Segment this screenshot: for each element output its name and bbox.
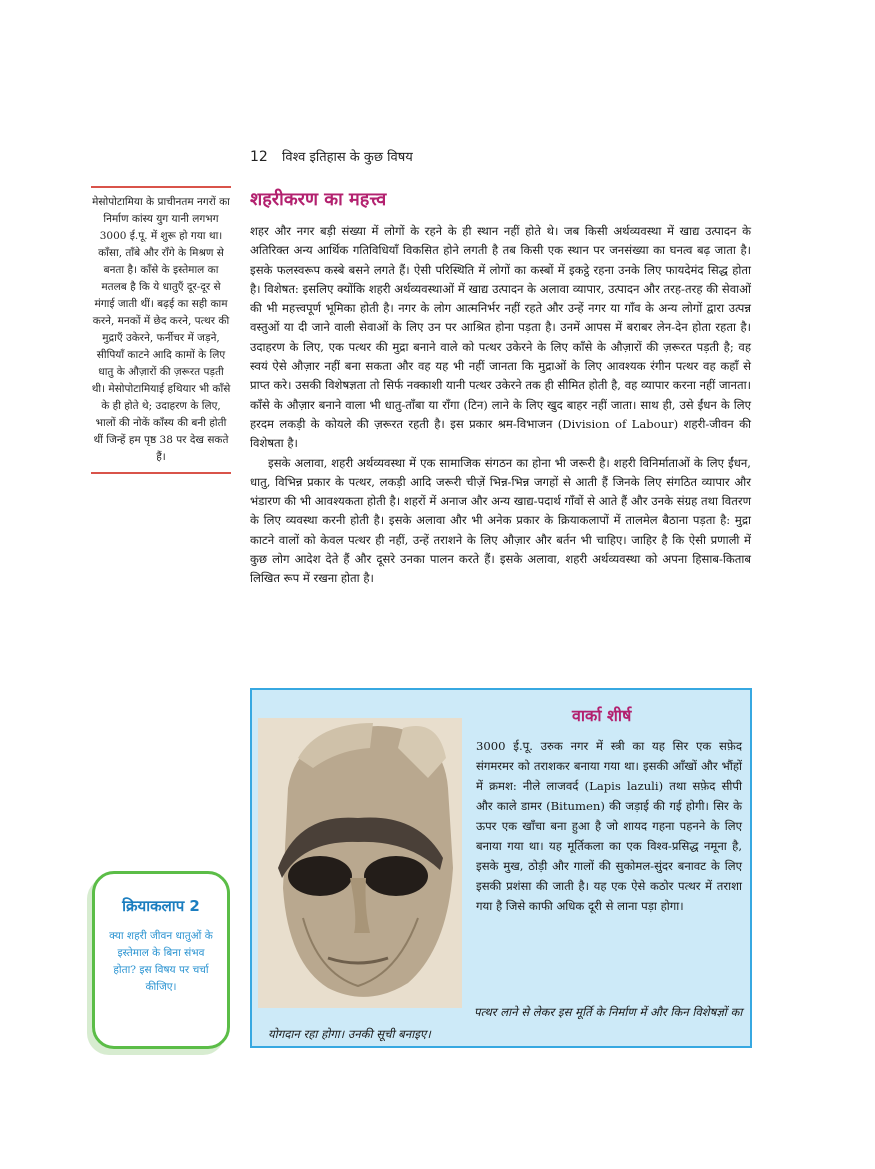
- warka-head-illustration: [258, 718, 462, 1008]
- page-number: 12: [250, 149, 268, 165]
- warka-head-box: [250, 688, 752, 1048]
- activity-text: क्या शहरी जीवन धातुओं के इस्तेमाल के बिना संभव होता? इस विषय पर चर्चा कीजिए।: [109, 930, 213, 993]
- book-title: विश्व इतिहास के कुछ विषय: [281, 150, 413, 165]
- warka-head-photo: [258, 718, 462, 1008]
- sidenote: मेसोपोटामिया के प्राचीनतम नगरों का निर्माण कांस्य युग यानी लगभग 3000 ई.पू. में शुरू हो गया था। काँसा, ताँबे और राँगे के मिश्रण से बनता है। काँसे के इस्तेमाल का मतलब है कि ये धातुएँ दूर-दूर से मंगाई जाती थीं। बढ़ई का सही काम करने, मनकों में छेद करने, पत्थर की मुद्राएँ उकेरने, फर्नीचर में जड़ने, सीपियाँ काटने आदि कामों के लिए धातु के औज़ारों की ज़रूरत पड़ती थी। मेसोपोटामियाई हथियार भी काँसे के ही होते थे; उदाहरण के लिए, भालों की नोकें काँस्य की बनी होती थीं जिन्हें हम पृष्ठ 38 पर देख सकते हैं।: [91, 186, 231, 474]
- paragraph-1: शहर और नगर बड़ी संख्या में लोगों के रहने के ही स्थान नहीं होते थे। जब किसी अर्थव्यवस्था में खाद्य उत्पादन के अतिरिक्त अन्य आर्थिक गतिविधियाँ विकसित होने लगती है तब किसी एक स्थान पर जनसंख्या का घनत्व बढ़ जाता है। इसके फलस्वरूप कस्बे बसने लगते हैं। ऐसी परिस्थिति में लोगों का कस्बों में इकट्ठे रहना उनके लिए फायदेमंद सिद्ध होता है। विशेषत: इसलिए क्योंकि शहरी अर्थव्यवस्थाओं में खाद्य उत्पादन के अलावा व्यापार, उत्पादन और तरह-तरह की सेवाओं की भी महत्त्वपूर्ण भूमिका होती है। नगर के लोग आत्मनिर्भर नहीं रहते और उन्हें नगर या गाँव के अन्य लोगों द्वारा उत्पन्न वस्तुओं या दी जाने वाली सेवाओं के लिए उन पर आश्रित होना पड़ता है। उनमें आपस में बराबर लेन-देन होता रहता है। उदाहरण के लिए, एक पत्थर की मुद्रा बनाने वाले को पत्थर उकेरने के लिए काँसे के औज़ारों की ज़रूरत पड़ती है; वह स्वयं ऐसे औज़ार नहीं बना सकता और वह यह भी नहीं जानता कि मुद्राओं के लिए आवश्यक रंगीन पत्थर वह कहाँ से प्राप्त करे। उसकी विशेषज्ञता तो सिर्फ नक्काशी यानी पत्थर उकेरने तक ही सीमित होती है, वह व्यापार करना नहीं जानता। काँसे के औज़ार बनाने वाला भी धातु-ताँबा या राँगा (टिन) लाने के लिए खुद बाहर नहीं जाता। साथ ही, उसे ईंधन के लिए हरदम लकड़ी के कोयले की ज़रूरत रहती है। इस प्रकार श्रम-विभाजन (Division of Labour) शहरी-जीवन की विशेषता है।: [250, 224, 751, 451]
- warka-box-text: 3000 ई.पू. उरुक नगर में स्त्री का यह सिर एक सफ़ेद संगमरमर को तराशकर बनाया गया था। इसकी आँखों और भौंहों में क्रमश: नीले लाजवर्द (Lapis lazuli) तथा सफ़ेद सीपी और काले डामर (Bitumen) की जड़ाई की गई होगी। सिर के ऊपर एक खाँचा बना हुआ है जो शायद गहना पहनने के लिए बनाया गया था। यह मूर्तिकला का एक विश्व-प्रसिद्ध नमूना है, इसके मुख, ठोड़ी और गालों की सुकोमल-सुंदर बनावट के लिए इसकी प्रशंसा की जाती है। यह एक ऐसे कठोर पत्थर में तराशा गया है जिसे काफी अधिक दूरी से लाना पड़ा होगा।: [476, 739, 742, 913]
- activity-title: क्रियाकलाप 2: [122, 897, 200, 915]
- page-header: [250, 147, 413, 165]
- section-title: शहरीकरण का महत्त्व: [250, 189, 387, 210]
- main-text: [250, 222, 751, 589]
- activity-box: [92, 871, 230, 1049]
- paragraph-2: इसके अलावा, शहरी अर्थव्यवस्था में एक सामाजिक संगठन का होना भी जरूरी है। शहरी विनिर्माताओं के लिए ईंधन, धातु, विभिन्न प्रकार के पत्थर, लकड़ी आदि जरूरी चीज़ें भिन्न-भिन्न जगहों से आती हैं जिनके लिए संगठित व्यापार और भंडारण की भी आवश्यकता होती है। शहरों में अनाज और अन्य खाद्य-पदार्थ गाँवों से आते हैं और उनके संग्रह तथा वितरण के लिए व्यवस्था करनी होती है। इसके अलावा और भी अनेक प्रकार के क्रियाकलापों में तालमेल बैठाना पड़ता है: मुद्रा काटने वालों को केवल पत्थर ही नहीं, उन्हें तराशने के लिए औज़ार और बर्तन भी चाहिए। जाहिर है कि ऐसी प्रणाली में कुछ लोग आदेश देते हैं और दूसरे उनका पालन करते हैं। इसके अलावा, शहरी अर्थव्यवस्था को अपना हिसाब-किताब लिखित रूप में रखना होता है।: [250, 455, 751, 586]
- warka-box-question: पत्थर लाने से लेकर इस मूर्ति के निर्माण में और किन विशेषज्ञों का योगदान रहा होगा। उनकी सूची बनाइए।: [268, 1005, 743, 1041]
- warka-box-title: वार्का शीर्ष: [572, 706, 632, 725]
